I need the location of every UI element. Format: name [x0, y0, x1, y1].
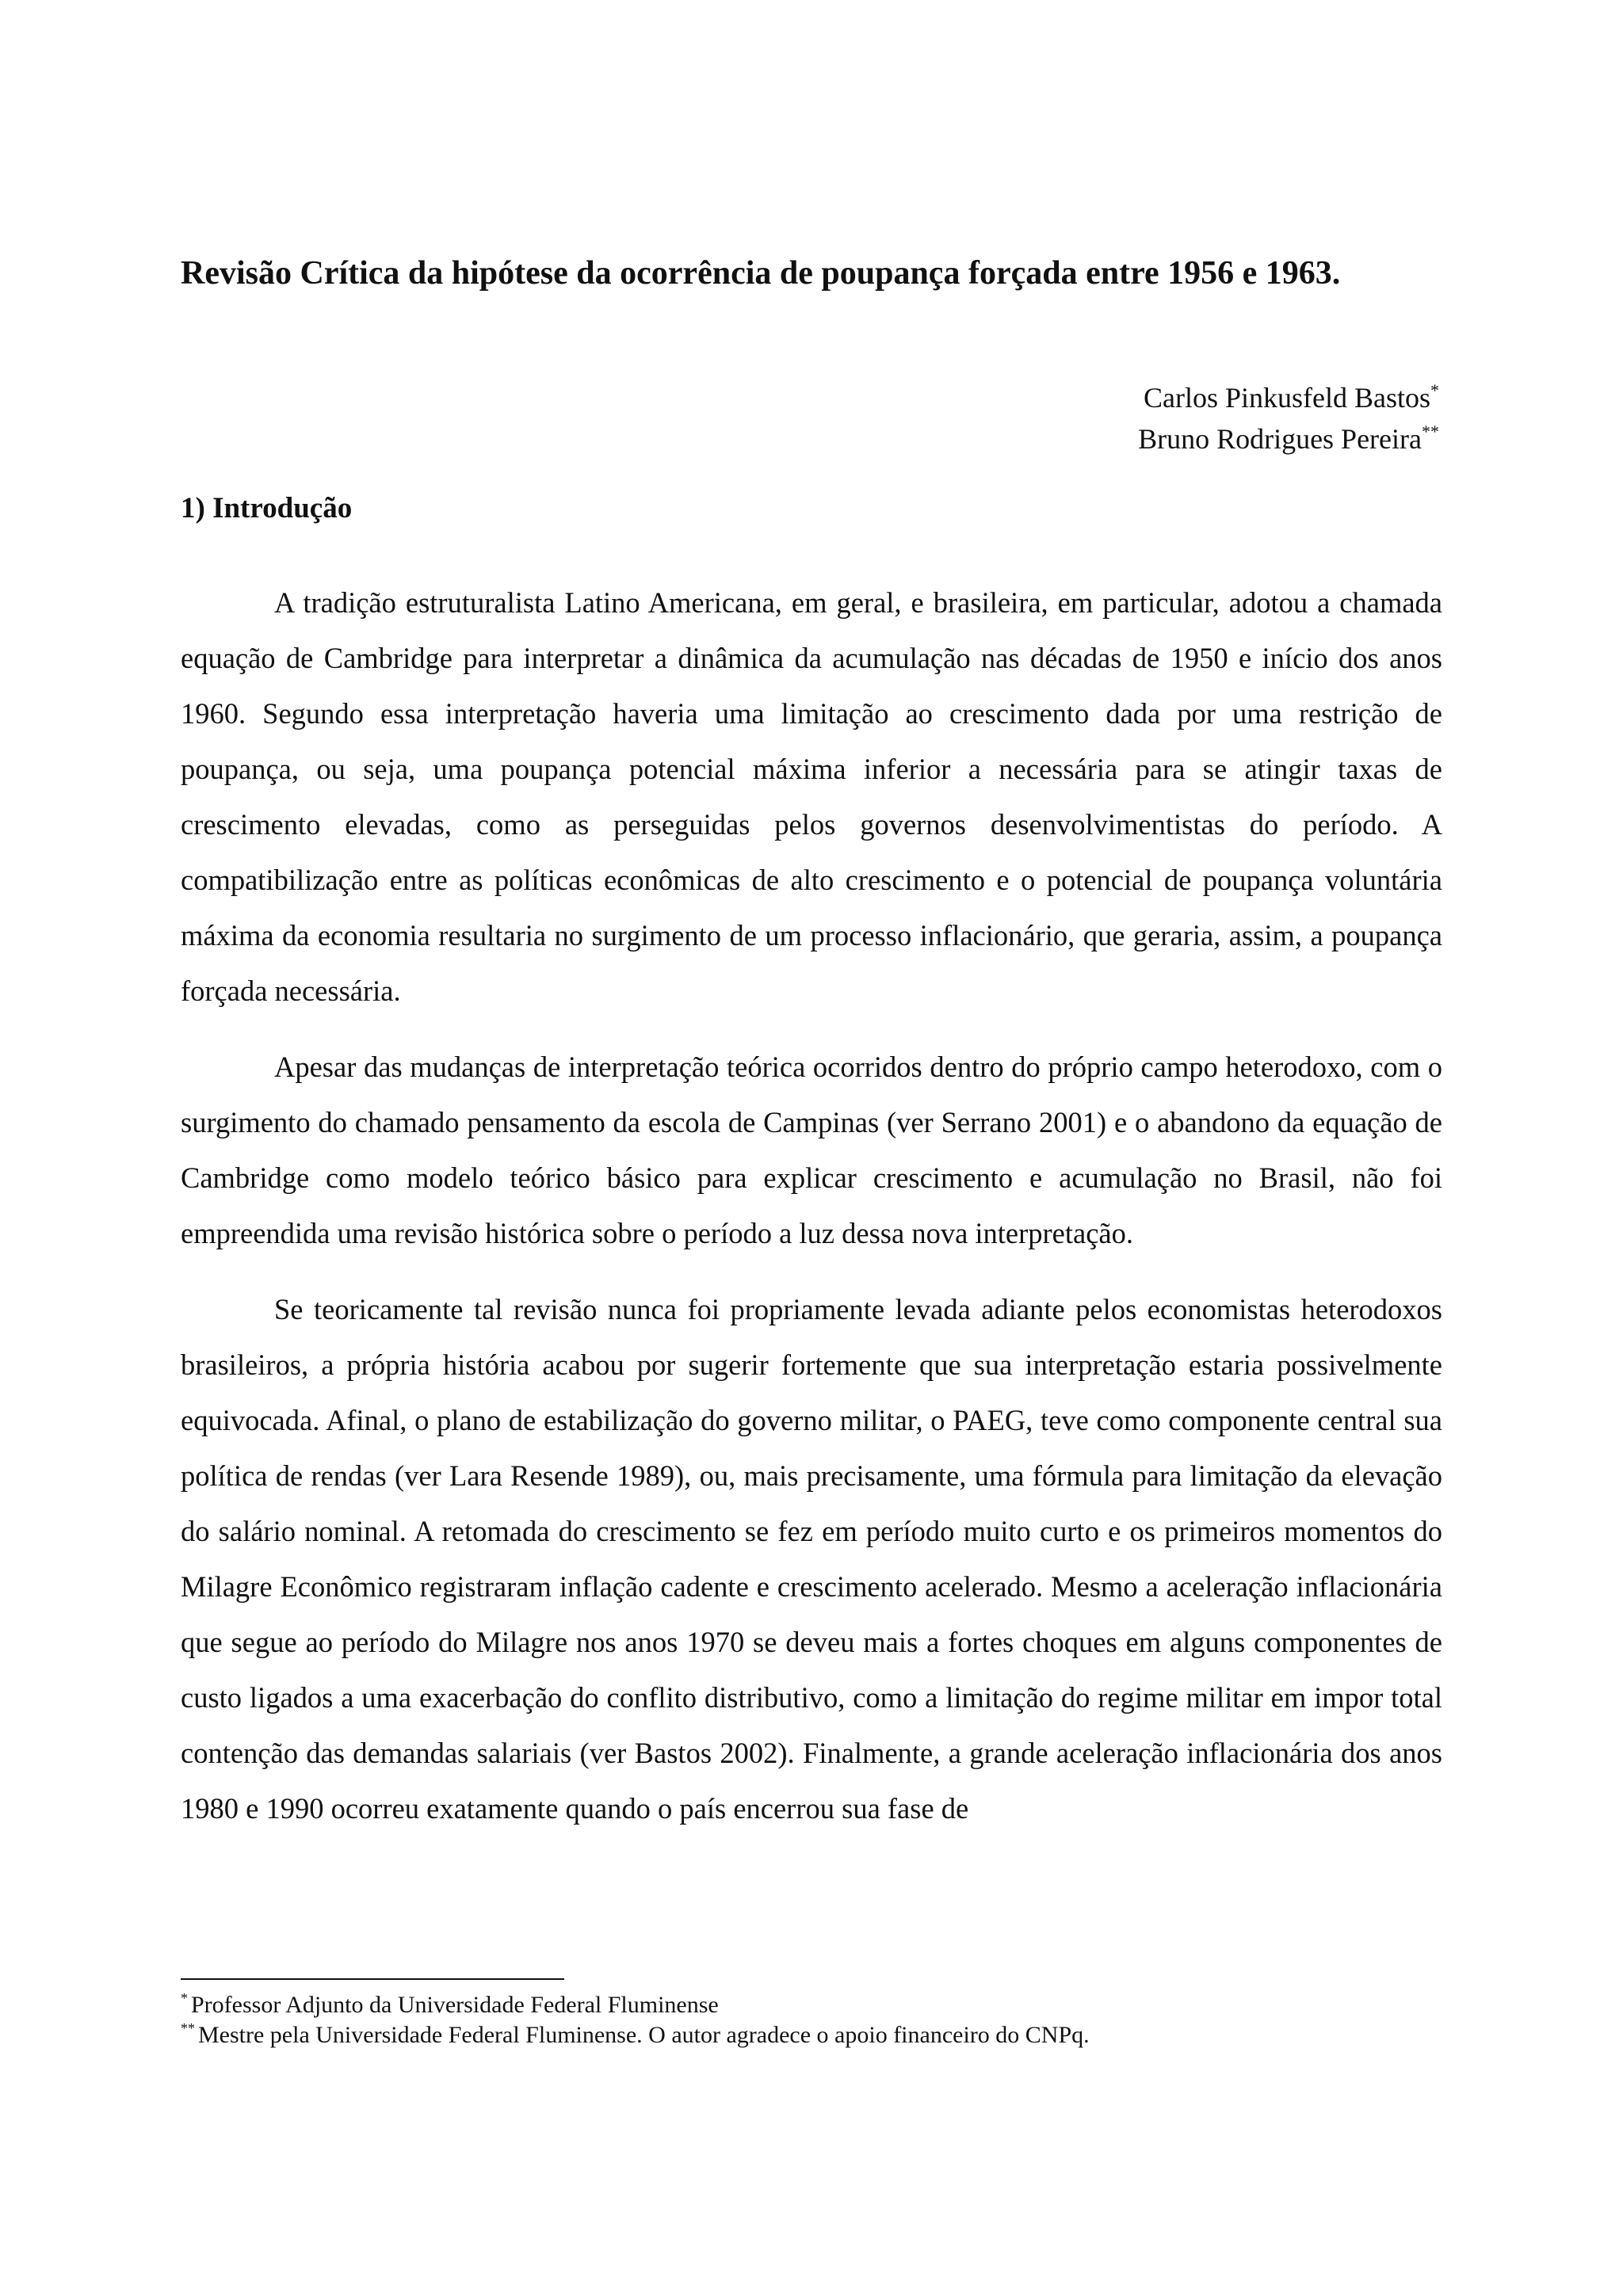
footnote-2	[181, 2020, 1442, 2050]
paper-title: Revisão Crítica da hipótese da ocorrência de poupança forçada entre 1956 e 1963.	[181, 255, 1341, 292]
footnotes	[181, 1990, 1442, 2050]
author-block	[951, 377, 1439, 460]
footnote-2-mark: **	[181, 2020, 195, 2036]
paragraph-2: Apesar das mudanças de interpretação teórica ocorridos dentro do próprio campo heterodoxo, com o surgimento do chamado pensamento da escola de Campinas (ver Serrano 2001) e o abandono da equação de Cambridge como modelo teórico básico para explicar crescimento e acumulação no Brasil, não foi empreendida uma revisão histórica sobre o período a luz dessa nova interpretação.	[181, 1051, 1442, 1249]
author-2-name: Bruno Rodrigues Pereira	[1138, 423, 1422, 455]
footnote-1-mark: *	[181, 1990, 188, 2006]
footnote-2-text: Mestre pela Universidade Federal Fluminense. O autor agradece o apoio financeiro do CNPq.	[198, 2022, 1090, 2048]
body-text	[181, 575, 1442, 1857]
author-1-footnote-mark: *	[1430, 380, 1439, 400]
author-2-footnote-mark: **	[1422, 421, 1439, 441]
footnote-1	[181, 1990, 1442, 2020]
footnote-1-text: Professor Adjunto da Universidade Federal Fluminense	[191, 1992, 719, 2018]
paragraph-3: Se teoricamente tal revisão nunca foi propriamente levada adiante pelos economistas heterodoxos brasileiros, a própria história acabou por sugerir fortemente que sua interpretação estaria possivelmente equivocada. Afinal, o plano de estabilização do governo militar, o PAEG, teve como componente central sua política de rendas (ver Lara Resende 1989), ou, mais precisamente, uma fórmula para limitação da elevação do salário nominal. A retomada do crescimento se fez em período muito curto e os primeiros momentos do Milagre Econômico registraram inflação cadente e crescimento acelerado. Mesmo a aceleração inflacionária que segue ao período do Milagre nos anos 1970 se deveu mais a fortes choques em alguns componentes de custo ligados a uma exacerbação do conflito distributivo, como a limitação do regime militar em impor total contenção das demandas salariais (ver Bastos 2002). Finalmente, a grande aceleração inflacionária dos anos 1980 e 1990 ocorreu exatamente quando o país encerrou sua fase de	[181, 1293, 1442, 1825]
paragraph-1: A tradição estruturalista Latino Americana, em geral, e brasileira, em particular, adotou a chamada equação de Cambridge para interpretar a dinâmica da acumulação nas décadas de 1950 e início dos anos 1960. Segundo essa interpretação haveria uma limitação ao crescimento dada por uma restrição de poupança, ou seja, uma poupança potencial máxima inferior a necessária para se atingir taxas de crescimento elevadas, como as perseguidas pelos governos desenvolvimentistas do período. A compatibilização entre as políticas econômicas de alto crescimento e o potencial de poupança voluntária máxima da economia resultaria no surgimento de um processo inflacionário, que geraria, assim, a poupança forçada necessária.	[181, 586, 1442, 1007]
author-1-name: Carlos Pinkusfeld Bastos	[1143, 382, 1430, 414]
author-2	[951, 418, 1439, 460]
footnote-separator	[181, 1978, 564, 1980]
author-1	[951, 377, 1439, 418]
section-heading-introducao: 1) Introdução	[181, 492, 353, 524]
